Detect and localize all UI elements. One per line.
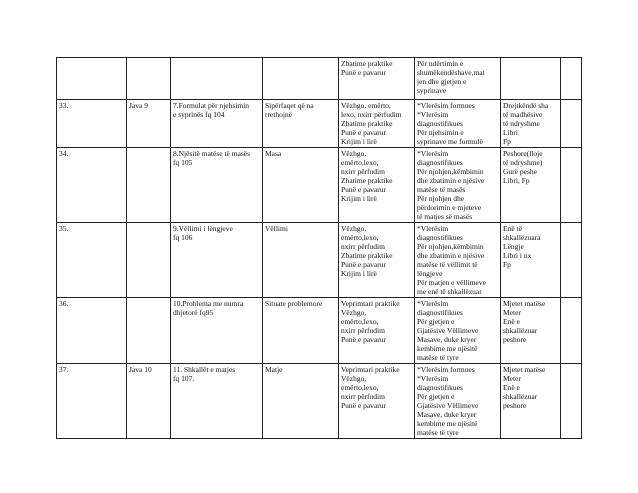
topic-cell: 7.Formulat për njehsimin e syprinës fq 104	[171, 100, 263, 148]
lesson-number-cell: 35.	[57, 223, 127, 298]
area-cell: Sipërfaqet që na rrethojnë	[263, 100, 339, 148]
methods-cell: Veprimtari praktike Vëzhgo, emërto,lexo, nxirr përfudim Punë e pavarur	[339, 298, 415, 364]
area-cell: Matje	[263, 364, 339, 439]
assessment-cell: *Vlerësim diagnostifikues Për njohjen,këmbimin dhe zbatimin e njësive matëse të masës Për njohjen dhe përdorimin e mjeteve të matjes së masës	[415, 148, 501, 223]
resources-cell: Mjetet matëse Meter Enë e shkallëzuar peshore	[501, 364, 561, 439]
week-cell: Java 9	[127, 100, 171, 148]
table-row	[57, 58, 582, 100]
resources-cell: Drejtkëndë sha të madhësive të ndryshme Libri Fp	[501, 100, 561, 148]
empty-cell	[561, 298, 582, 364]
lesson-number-cell: 36.	[57, 298, 127, 364]
table-row	[57, 364, 582, 439]
methods-cell: Veprimtari praktike Vëzhgo, emërto,lexo, nxirr përfudim Punë e pavarur	[339, 364, 415, 439]
assessment-cell: *Vlerësim diagnostifikues Për njohjen,këmbimin dhe zbatimin e njësive matëse të vëllimit të lëngjeve Për matjen e vëllimeve me enë të shkallëzuar	[415, 223, 501, 298]
assessment-cell: *Vlerësim diagnostifikues Për gjetjen e Gjatësive Vëllimeve Masave, duke kryer kembime me njësitë matëse të tyre	[415, 298, 501, 364]
area-cell: Vëllimi	[263, 223, 339, 298]
resources-cell: Enë të shkallëzuara Lëngje Libri i nx Fp	[501, 223, 561, 298]
area-cell: Masa	[263, 148, 339, 223]
week-cell	[127, 58, 171, 100]
area-cell: Situate problemore	[263, 298, 339, 364]
table-row	[57, 223, 582, 298]
lesson-plan-table	[56, 57, 582, 439]
table-row	[57, 298, 582, 364]
week-cell	[127, 223, 171, 298]
resources-cell: Peshore(lloje të ndryshme) Gurë peshe Libri, Fp	[501, 148, 561, 223]
empty-cell	[561, 100, 582, 148]
lesson-number-cell: 37.	[57, 364, 127, 439]
topic-cell	[171, 58, 263, 100]
topic-cell: 8.Njësitë matëse të masës fq 105	[171, 148, 263, 223]
resources-cell: Mjetet matëse Meter Enë e shkallëzuar peshore	[501, 298, 561, 364]
table-row	[57, 100, 582, 148]
week-cell: Java 10	[127, 364, 171, 439]
week-cell	[127, 298, 171, 364]
area-cell	[263, 58, 339, 100]
resources-cell	[501, 58, 561, 100]
assessment-cell: Për ndërtimin e shumëkendëshave,mat jen dhe gjetjen e syprinave	[415, 58, 501, 100]
topic-cell: 9.Vëllimi i lëngjeve fq 106	[171, 223, 263, 298]
methods-cell: Vëzhgo, emërto,lexo, nxirr përfudim Zbatime praktike Punë e pavarur Krijim i lirë	[339, 148, 415, 223]
lesson-number-cell: 34.	[57, 148, 127, 223]
empty-cell	[561, 58, 582, 100]
lesson-number-cell: 33.	[57, 100, 127, 148]
empty-cell	[561, 364, 582, 439]
topic-cell: 11. Shkallët e matjes fq 107.	[171, 364, 263, 439]
lesson-number-cell	[57, 58, 127, 100]
methods-cell: Zbatime praktike Punë e pavarur	[339, 58, 415, 100]
empty-cell	[561, 148, 582, 223]
assessment-cell: *Vlerësim formues *Vlerësim diagnostifikues Për njehsimin e syprinave me formulë	[415, 100, 501, 148]
table-body	[57, 58, 582, 439]
methods-cell: Vëzhgo, emërto,lexo, nxirr përfudim Zbatime praktike Punë e pavarur Krijim i lirë	[339, 223, 415, 298]
week-cell	[127, 148, 171, 223]
methods-cell: Vëzhgo, emërto, lexo, nxirr përfudim Zbatime praktike Punë e pavarur Krijim i lirë	[339, 100, 415, 148]
empty-cell	[561, 223, 582, 298]
assessment-cell: *Vlerësim formues *Vlerësim diagnostifikues Për gjetjen e Gjatësive Vëllimeve Masave, duke kryer kembime me njësitë matëse të tyre	[415, 364, 501, 439]
topic-cell: 10.Problema me numra dhjetorë fq95	[171, 298, 263, 364]
table-row	[57, 148, 582, 223]
